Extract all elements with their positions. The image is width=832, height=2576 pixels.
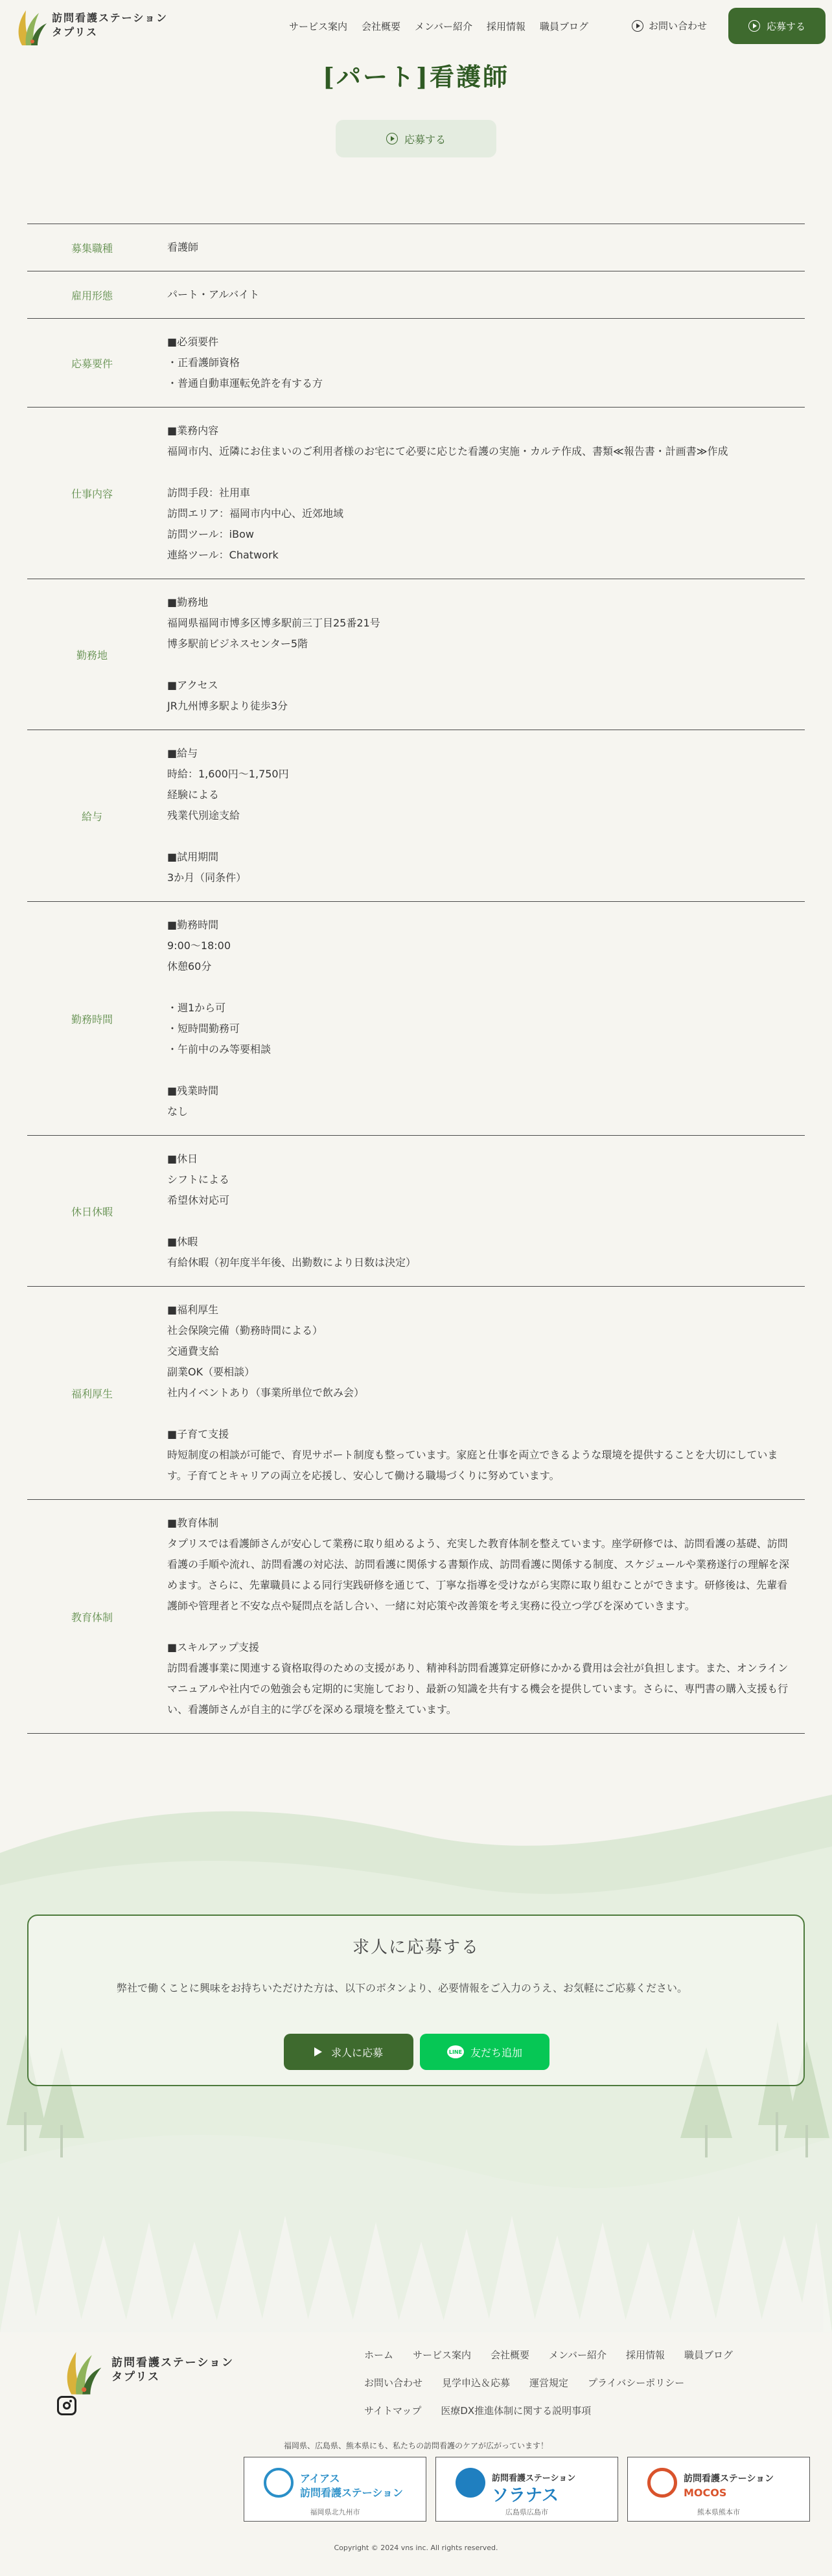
row-content (157, 1500, 805, 1733)
row-label: 福利厚生 (71, 1387, 113, 1400)
station-location: 福岡県北九州市 (310, 2508, 360, 2516)
row-line: ■残業時間 (167, 1085, 219, 1097)
station-card-mocos[interactable] (627, 2457, 810, 2522)
row-line: 交通費支給 (167, 1345, 220, 1357)
page-title: [パート]看護師 (323, 62, 509, 91)
mocos-logo-icon (647, 2468, 677, 2498)
copyright: Copyright © 2024 vns inc. All rights reserved. (334, 2544, 498, 2552)
recruit-apply-button[interactable] (284, 2034, 413, 2070)
aias-logo-icon (264, 2468, 294, 2498)
row-line: ■アクセス (167, 679, 218, 691)
affiliated-stations (244, 2457, 810, 2522)
row-line: 福岡県福岡市博多区博多駅前三丁目25番21号 (167, 617, 380, 629)
row-line: なし (167, 1105, 189, 1118)
apply-button[interactable] (336, 120, 496, 157)
row-line: 連絡ツール：Chatwork (167, 549, 279, 561)
row-line: ■業務内容 (167, 424, 219, 437)
header-apply-label: 応募する (766, 20, 805, 32)
footer-link[interactable]: ホーム (364, 2349, 394, 2361)
nav-recruit[interactable]: 採用情報 (486, 21, 526, 32)
row-content (157, 224, 805, 271)
row-line: 休憩60分 (167, 960, 212, 972)
apply-button-label: 応募する (404, 133, 446, 146)
footer-logo-line1: 訪問看護ステーション (111, 2356, 234, 2369)
station-name-line1: 訪問看護ステーション (492, 2474, 576, 2483)
station-card-solanas[interactable] (435, 2457, 618, 2522)
row-line: ・短時間勤務可 (167, 1022, 240, 1035)
row-line: 社内イベントあり（事業所単位で飲み会） (167, 1386, 365, 1399)
row-line (167, 826, 797, 847)
row-line: ■試用期間 (167, 851, 219, 863)
leaf-logo-icon (57, 2344, 106, 2396)
row-line: ■必須要件 (167, 336, 219, 348)
row-line (167, 462, 797, 483)
footer-link[interactable]: 見学申込＆応募 (442, 2377, 511, 2389)
table-row (27, 408, 805, 579)
row-line: 福岡市内、近隣にお住まいのご利用者様のお宅にて必要に応じた看護の実施・カルテ作成、書類≪報告書・計画書≫作成 (167, 445, 728, 457)
table-row (27, 579, 805, 730)
row-line: ・週1から可 (167, 1002, 226, 1014)
nav-company[interactable]: 会社概要 (362, 21, 401, 32)
row-line: 訪問エリア：福岡市内中心、近郊地域 (167, 507, 344, 520)
row-line: シフトによる (167, 1173, 230, 1186)
row-line: 訪問手段：社用車 (167, 487, 251, 499)
row-content (157, 271, 805, 318)
row-content (157, 1287, 805, 1499)
row-line: ■給与 (167, 747, 198, 759)
logo-text-line1: 訪問看護ステーション (52, 12, 168, 24)
row-label: 雇用形態 (71, 289, 113, 302)
footer-link[interactable]: 会社概要 (491, 2349, 530, 2361)
row-line: パート・アルバイト (167, 288, 260, 301)
row-line: ■福利厚生 (167, 1304, 219, 1316)
row-content (157, 319, 805, 407)
apply-section-description: 弊社で働くことに興味をお持ちいただけた方は、以下のボタンより、必要情報をご入力のうえ、お気軽にご応募ください。 (117, 1982, 688, 1994)
main-nav (289, 19, 603, 33)
row-line: 残業代別途支給 (167, 809, 240, 822)
row-line: 希望休対応可 (167, 1194, 230, 1206)
footer-note: 福岡県、広島県、熊本県にも、私たちの訪問看護のケアが広がっています！ (283, 2441, 548, 2450)
footer-link[interactable]: プライバシーポリシー (588, 2377, 685, 2389)
row-label: 仕事内容 (71, 487, 113, 500)
row-line: 時短制度の相談が可能で、育児サポート制度も整っています。家庭と仕事を両立できるような環境を提供することを大切にしています。子育てとキャリアの両立を応援し、安心して働ける職場づくりに努めています。 (167, 1449, 778, 1482)
station-name-line2: MOCOS (684, 2487, 727, 2499)
row-line: ・普通自動車運転免許を有する方 (167, 377, 323, 389)
row-content (157, 902, 805, 1135)
recruit-apply-label: 求人に応募 (330, 2046, 383, 2059)
line-add-friend-label: 友だち追加 (470, 2046, 522, 2059)
row-line: 訪問ツール：iBow (167, 528, 254, 540)
table-row (27, 1500, 805, 1734)
row-line (167, 1616, 797, 1637)
footer-logo-line2: タプリス (111, 2371, 160, 2384)
row-line: 看護師 (167, 241, 199, 253)
row-content (157, 579, 805, 730)
line-icon: LINE (447, 2045, 464, 2058)
row-line: 博多駅前ビジネスセンター5階 (167, 638, 308, 650)
footer-link[interactable]: メンバー紹介 (549, 2349, 607, 2361)
row-content (157, 408, 805, 579)
contact-label: お問い合わせ (649, 20, 708, 32)
row-line: 社会保険完備（勤務時間による） (167, 1324, 323, 1337)
row-line (167, 1403, 797, 1424)
row-line (167, 1060, 797, 1081)
row-line: ・午前中のみ等要相談 (167, 1043, 272, 1055)
solanas-logo-icon (456, 2468, 485, 2498)
arrow-circle-icon (748, 20, 760, 32)
leaf-logo-icon (13, 4, 48, 47)
row-line: タプリスでは看護師さんが安心して業務に取り組めるよう、充実した教育体制を整えています。座学研修では、訪問看護の基礎、訪問看護の手順や流れ、訪問看護の対応法、訪問看護に関係する書類作成、訪問看護に関係する制度、スケジュールや業務遂行の理解を深めます。さらに、先輩職員による同行実践研修を通じて、丁寧な指導を受けながら実際に取り組むことができます。研修後は、先輩看護師や管理者と不安な点や疑問点を話し合い、一緒に対応策や改善策を考え実務に役立つ学びを深めていきます。 (167, 1537, 790, 1612)
footer-links (364, 2348, 805, 2432)
footer-link[interactable]: 医療DX推進体制に関する説明事項 (441, 2405, 592, 2417)
row-line: JR九州博多駅より徒歩3分 (167, 700, 288, 712)
header-apply-button[interactable] (728, 8, 826, 44)
table-row (27, 271, 805, 319)
station-name-line2: 訪問看護ステーション (300, 2487, 404, 2499)
row-line: ■勤務時間 (167, 919, 219, 931)
row-line (167, 977, 797, 998)
contact-link[interactable] (632, 19, 707, 32)
arrow-circle-icon (632, 20, 643, 32)
row-line: ■休日 (167, 1153, 198, 1165)
row-line: 有給休暇（初年度半年後、出勤数により日数は決定） (167, 1256, 417, 1269)
row-line: 経験による (167, 788, 220, 801)
row-line: ■休暇 (167, 1236, 198, 1248)
row-label: 教育体制 (71, 1611, 113, 1624)
station-name-line1: アイアス (300, 2472, 340, 2485)
station-card-aias[interactable] (244, 2457, 426, 2522)
table-row (27, 1136, 805, 1287)
row-label: 勤務地 (76, 649, 108, 661)
row-label: 休日休暇 (71, 1205, 113, 1218)
row-label: 給与 (81, 810, 102, 823)
footer-link[interactable]: サービス案内 (413, 2349, 472, 2361)
footer-link[interactable]: 運営規定 (529, 2377, 569, 2389)
row-line: 訪問看護事業に関連する資格取得のための支援があり、精神科訪問看護算定研修にかかる費用は会社が負担します。また、オンラインマニュアルや社内での勉強会も定期的に実施しており、最新の知識を共有する機会を提供しています。さらに、専門書の購入支援も行い、看護師さんが自主的に学びを深める環境を整えています。 (167, 1662, 789, 1716)
line-add-friend-button[interactable] (420, 2034, 549, 2070)
row-label: 勤務時間 (71, 1013, 113, 1026)
row-line (167, 1211, 797, 1232)
row-label: 応募要件 (71, 357, 113, 370)
table-row (27, 902, 805, 1136)
row-content (157, 730, 805, 901)
site-footer (0, 2332, 832, 2576)
nav-members[interactable]: メンバー紹介 (415, 21, 472, 32)
station-location: 熊本県熊本市 (697, 2508, 740, 2516)
footer-logo[interactable] (57, 2344, 234, 2396)
apply-section (27, 1915, 805, 2086)
table-row (27, 224, 805, 271)
row-line: ・正看護師資格 (167, 356, 240, 369)
table-row (27, 319, 805, 408)
row-line: ■子育て支援 (167, 1428, 229, 1440)
table-row (27, 730, 805, 902)
row-line: 副業OK（要相談） (167, 1366, 255, 1378)
nav-service[interactable]: サービス案内 (289, 21, 348, 32)
station-name-line2: ソラナス (492, 2486, 559, 2505)
footer-link[interactable]: 職員ブログ (684, 2349, 734, 2361)
arrow-circle-icon (386, 133, 398, 144)
site-header (0, 0, 832, 53)
row-label: 募集職種 (71, 242, 113, 255)
station-name-line1: 訪問看護ステーション (684, 2474, 774, 2484)
row-content (157, 1136, 805, 1286)
footer-link[interactable]: サイトマップ (364, 2405, 422, 2417)
table-row (27, 1287, 805, 1500)
site-logo[interactable] (13, 4, 168, 47)
job-details-table (27, 224, 805, 1734)
footer-link[interactable]: お問い合わせ (364, 2377, 423, 2389)
row-line (167, 654, 797, 675)
row-line: 9:00〜18:00 (167, 939, 231, 952)
instagram-icon[interactable] (57, 2396, 76, 2415)
row-line: ■勤務地 (167, 596, 209, 608)
apply-section-title: 求人に応募する (352, 1938, 480, 1957)
row-line: 3か月（同条件） (167, 871, 247, 884)
nav-blog[interactable]: 職員ブログ (540, 21, 589, 32)
footer-link[interactable]: 採用情報 (626, 2349, 665, 2361)
row-line: ■教育体制 (167, 1517, 219, 1529)
logo-text-line2: タプリス (52, 26, 98, 38)
station-location: 広島県広島市 (505, 2508, 548, 2516)
row-line: ■スキルアップ支援 (167, 1641, 259, 1653)
row-line: 時給：1,600円〜1,750円 (167, 768, 289, 780)
play-icon (314, 2047, 322, 2056)
